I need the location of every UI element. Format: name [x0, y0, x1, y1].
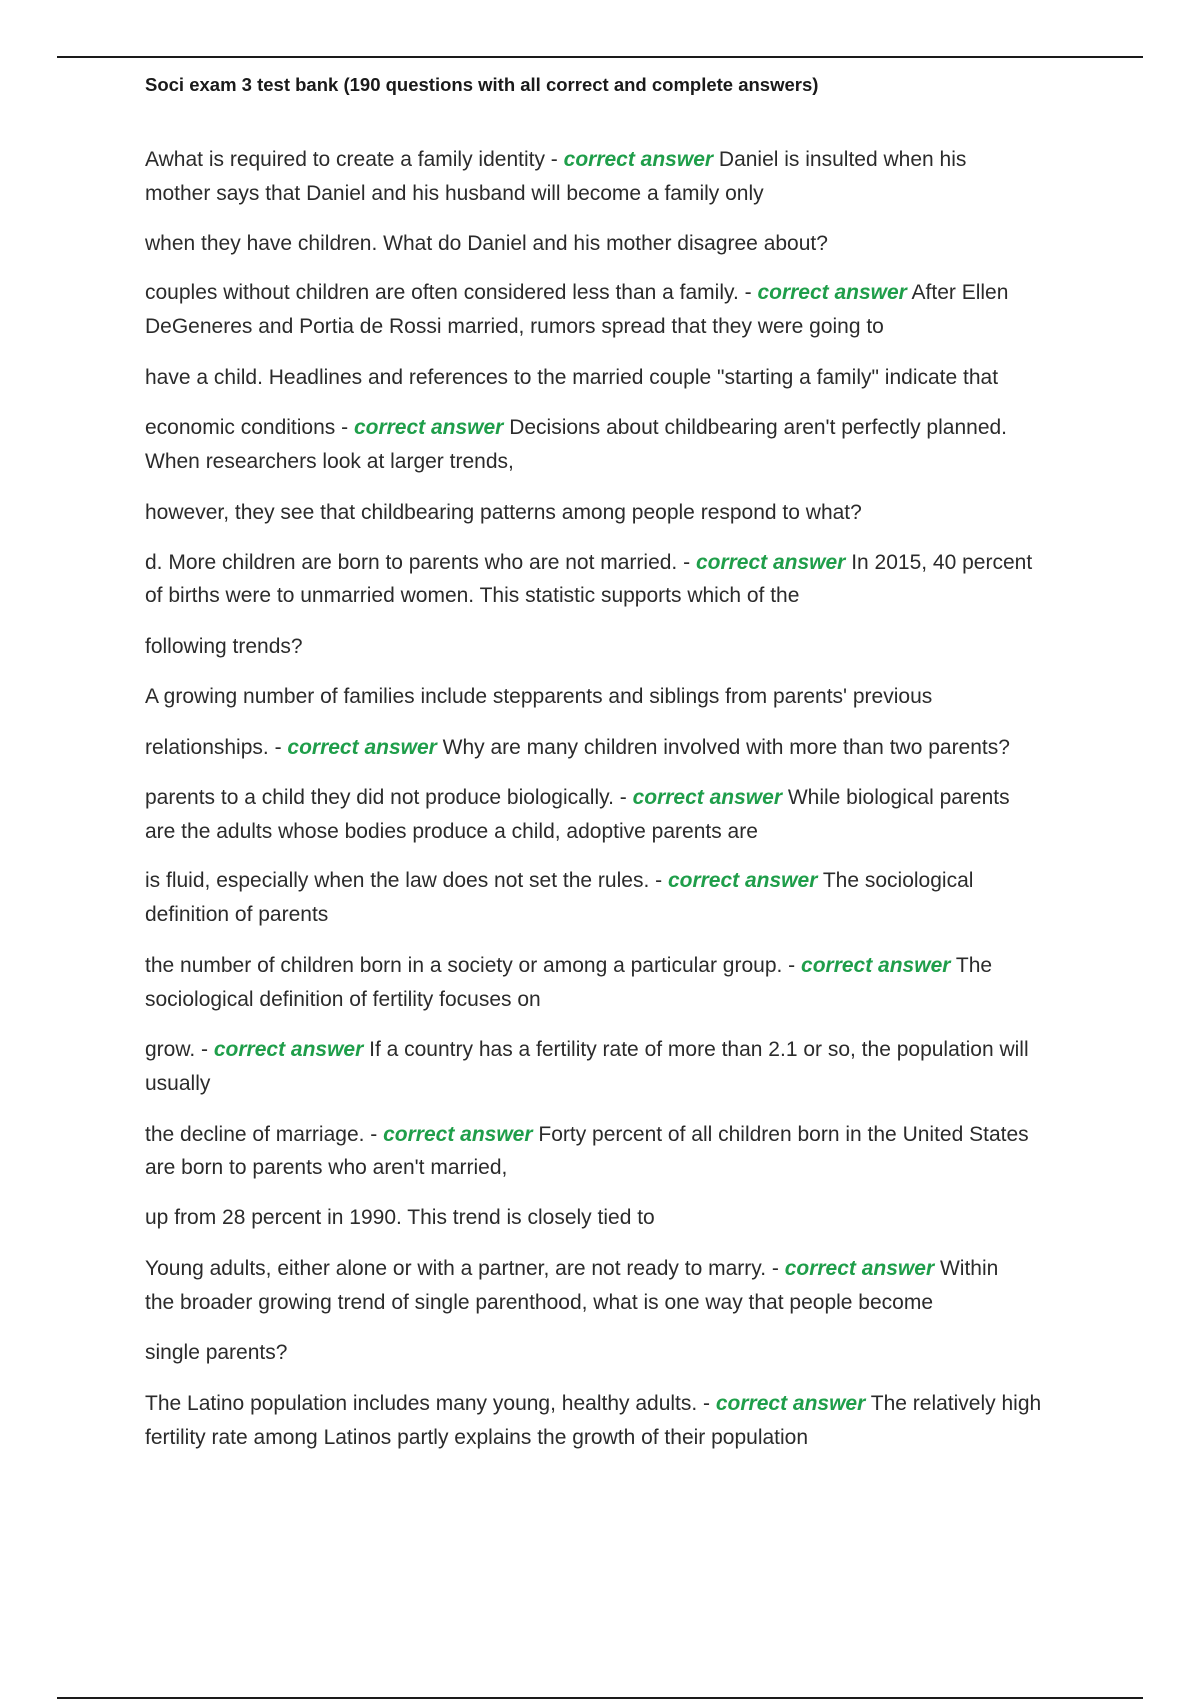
line-text: however, they see that childbearing patterns among people respond to what? — [145, 501, 862, 524]
qa-line — [145, 680, 932, 714]
line-text: While biological parents — [782, 786, 1010, 809]
qa-line — [145, 898, 328, 932]
qa-line — [145, 1252, 998, 1286]
line-text: are the adults whose bodies produce a child, adoptive parents are — [145, 820, 758, 843]
line-text: usually — [145, 1072, 211, 1095]
correct-answer-label: correct answer — [287, 736, 437, 759]
line-text: Why are many children involved with more than two parents? — [436, 736, 1010, 759]
line-text: is fluid, especially when the law does not set the rules. - — [145, 869, 668, 892]
line-text: definition of parents — [145, 903, 329, 926]
qa-line — [145, 731, 1010, 765]
correct-answer-label: correct answer — [213, 1038, 364, 1061]
qa-line — [145, 143, 966, 177]
correct-answer-label: correct answer — [667, 869, 818, 892]
line-text: A growing number of families include stepparents and siblings from parents' previous — [145, 685, 933, 708]
line-text: Decisions about childbearing aren't perfectly planned. — [503, 416, 1008, 439]
line-text: Within — [934, 1257, 999, 1280]
qa-line — [145, 1151, 507, 1185]
line-text: mother says that Daniel and his husband will become a family only — [145, 182, 764, 205]
bottom-rule — [57, 1697, 1143, 1699]
line-text: up from 28 percent in 1990. This trend is closely tied to — [145, 1206, 655, 1229]
line-text: economic conditions - — [145, 416, 354, 439]
qa-line — [145, 361, 998, 395]
line-text: grow. - — [145, 1038, 214, 1061]
correct-answer-label: correct answer — [757, 281, 907, 304]
correct-answer-label: correct answer — [563, 148, 714, 171]
line-text: following trends? — [145, 635, 303, 658]
line-text: Young adults, either alone or with a partner, are not ready to marry. - — [145, 1257, 785, 1280]
line-text: When researchers look at larger trends, — [145, 450, 514, 473]
qa-line — [145, 496, 862, 530]
qa-line — [145, 445, 514, 479]
line-text: The sociological — [817, 869, 974, 892]
qa-line — [145, 630, 303, 664]
line-text: the decline of marriage. - — [145, 1123, 384, 1146]
qa-line — [145, 781, 1010, 815]
qa-line — [145, 579, 799, 613]
line-text: Awhat is required to create a family identity - — [145, 148, 564, 171]
qa-line — [145, 546, 1032, 580]
line-text: d. More children are born to parents who are not married. - — [145, 551, 696, 574]
line-text: Daniel is insulted when his — [713, 148, 967, 171]
qa-line — [145, 1067, 210, 1101]
line-text: The relatively high — [865, 1392, 1042, 1415]
line-text: sociological definition of fertility focuses on — [145, 988, 541, 1011]
line-text: are born to parents who aren't married, — [145, 1156, 508, 1179]
correct-answer-label: correct answer — [383, 1123, 533, 1146]
correct-answer-label: correct answer — [801, 954, 951, 977]
line-text: If a country has a fertility rate of more than 2.1 or so, the population will — [363, 1038, 1029, 1061]
qa-line — [145, 1387, 1041, 1421]
correct-answer-label: correct answer — [632, 786, 782, 809]
qa-line — [145, 983, 541, 1017]
top-rule — [57, 56, 1143, 58]
line-text: have a child. Headlines and references to the married couple "starting a family" indicate that — [145, 366, 999, 389]
qa-line — [145, 227, 828, 261]
correct-answer-label: correct answer — [353, 416, 504, 439]
qa-line — [145, 864, 973, 898]
line-text: Forty percent of all children born in the United States — [532, 1123, 1029, 1146]
qa-line — [145, 1118, 1029, 1152]
line-text: DeGeneres and Portia de Rossi married, rumors spread that they were going to — [145, 315, 884, 338]
line-text: couples without children are often considered less than a family. - — [145, 281, 758, 304]
qa-line — [145, 177, 764, 211]
qa-line — [145, 1421, 808, 1455]
line-text: The — [950, 954, 993, 977]
qa-line — [145, 1033, 1029, 1067]
line-text: fertility rate among Latinos partly explains the growth of their population — [145, 1426, 809, 1449]
line-text: The Latino population includes many young, healthy adults. - — [145, 1392, 716, 1415]
correct-answer-label: correct answer — [784, 1257, 935, 1280]
line-text: parents to a child they did not produce biologically. - — [145, 786, 633, 809]
qa-line — [145, 949, 992, 983]
qa-line — [145, 815, 758, 849]
correct-answer-label: correct answer — [695, 551, 846, 574]
qa-line — [145, 1336, 287, 1370]
line-text: relationships. - — [145, 736, 288, 759]
line-text: After Ellen — [906, 281, 1009, 304]
qa-line — [145, 310, 884, 344]
qa-line — [145, 411, 1007, 445]
line-text: In 2015, 40 percent — [845, 551, 1033, 574]
line-text: single parents? — [145, 1341, 288, 1364]
line-text: the number of children born in a society or among a particular group. - — [145, 954, 802, 977]
qa-line — [145, 1201, 655, 1235]
document-title: Soci exam 3 test bank (190 questions with all correct and complete answers) — [145, 74, 819, 95]
qa-line — [145, 1286, 933, 1320]
qa-line — [145, 276, 1008, 310]
line-text: of births were to unmarried women. This statistic supports which of the — [145, 584, 800, 607]
line-text: the broader growing trend of single parenthood, what is one way that people become — [145, 1291, 934, 1314]
correct-answer-label: correct answer — [715, 1392, 866, 1415]
line-text: when they have children. What do Daniel and his mother disagree about? — [145, 232, 828, 255]
